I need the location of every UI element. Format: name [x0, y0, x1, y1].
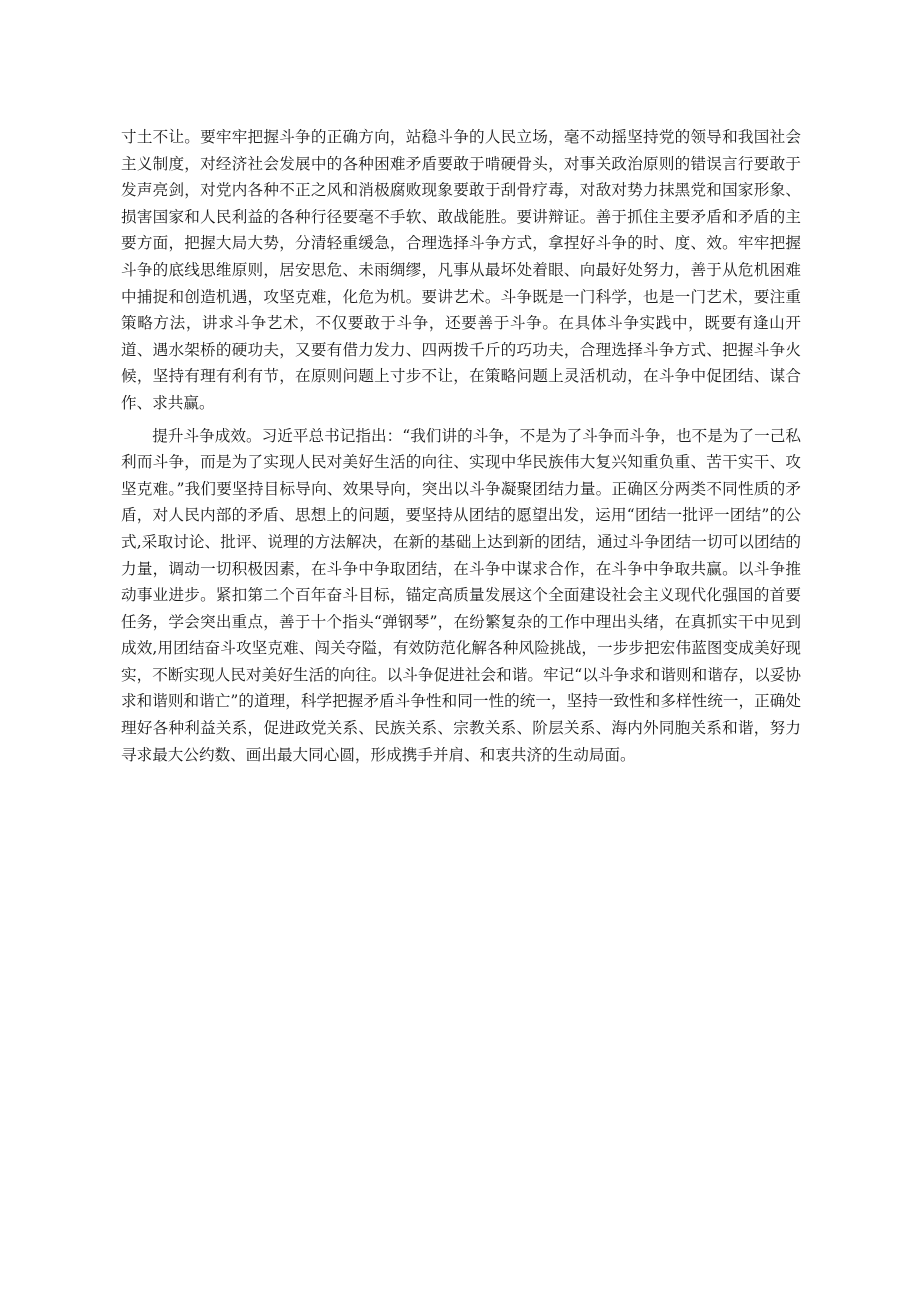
- document-body: [121, 124, 801, 768]
- paragraph-2: 提升斗争成效。习近平总书记指出：“我们讲的斗争，不是为了斗争而斗争，也不是为了一己私利而斗争，而是为了实现人民对美好生活的向往、实现中华民族伟大复兴知重负重、苦干实干、攻坚克难。”我们要坚持目标导向、效果导向，突出以斗争凝聚团结力量。正确区分两类不同性质的矛盾，对人民内部的矛盾、思想上的问题，要坚持从团结的愿望出发，运用“团结一批评一团结”的公式,采取讨论、批评、说理的方法解决，在新的基础上达到新的团结，通过斗争团结一切可以团结的力量，调动一切积极因素，在斗争中争取团结，在斗争中谋求合作，在斗争中争取共赢。以斗争推动事业进步。紧扣第二个百年奋斗目标，锚定高质量发展这个全面建设社会主义现代化强国的首要任务，学会突出重点，善于十个指头“弹钢琴”，在纷繁复杂的工作中理出头绪，在真抓实干中见到成效,用团结奋斗攻坚克难、闯关夺隘，有效防范化解各种风险挑战，一步步把宏伟蓝图变成美好现实，不断实现人民对美好生活的向往。以斗争促进社会和谐。牢记“以斗争求和谐则和谐存，以妥协求和谐则和谐亡”的道理，科学把握矛盾斗争性和同一性的统一，坚持一致性和多样性统一，正确处理好各种利益关系，促进政党关系、民族关系、宗教关系、阶层关系、海内外同胞关系和谐，努力寻求最大公约数、画出最大同心圆，形成携手并肩、和衷共济的生动局面。: [121, 426, 801, 764]
- paragraph-1: 寸土不让。要牢牢把握斗争的正确方向，站稳斗争的人民立场，毫不动摇坚持党的领导和我国社会主义制度，对经济社会发展中的各种困难矛盾要敢于啃硬骨头，对事关政治原则的错误言行要敢于发声亮剑，对党内各种不正之风和消极腐败现象要敢于刮骨疗毒，对敌对势力抹黑党和国家形象、损害国家和人民利益的各种行径要毫不手软、敢战能胜。要讲辩证。善于抓住主要矛盾和矛盾的主要方面，把握大局大势，分清轻重缓急，合理选择斗争方式，拿捏好斗争的时、度、效。牢牢把握斗争的底线思维原则，居安思危、未雨绸缪，凡事从最坏处着眼、向最好处努力，善于从危机困难中捕捉和创造机遇，攻坚克难，化危为机。要讲艺术。斗争既是一门科学，也是一门艺术，要注重策略方法，讲求斗争艺术，不仅要敢于斗争，还要善于斗争。在具体斗争实践中，既要有逢山开道、遇水架桥的硬功夫，又要有借力发力、四两拨千斤的巧功夫，合理选择斗争方式、把握斗争火候，坚持有理有利有节，在原则问题上寸步不让，在策略问题上灵活机动，在斗争中促团结、谋合作、求共赢。: [121, 128, 801, 412]
